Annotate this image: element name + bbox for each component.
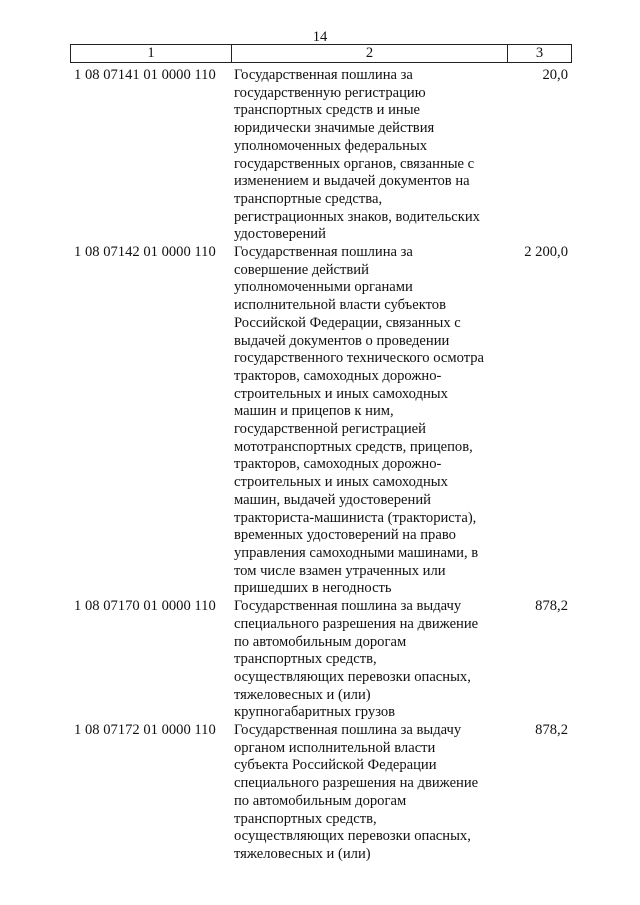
amount: 878,2: [535, 598, 568, 615]
description-line: том числе взамен утраченных или: [234, 562, 446, 579]
description-line: транспортных средств,: [234, 810, 377, 827]
description-line: государственной регистрацией: [234, 421, 426, 438]
description-line: мототранспортных средств, прицепов,: [234, 438, 473, 455]
description: [230, 244, 505, 598]
description-line: пришедших в негодность: [234, 580, 392, 597]
table-body: [70, 67, 572, 864]
description-line: крупногабаритных грузов: [234, 704, 396, 721]
description-line: по автомобильным дорогам: [234, 633, 407, 650]
description-line: удостоверений: [234, 226, 326, 243]
page-number: 14: [312, 29, 328, 45]
description-line: Государственная пошлина за: [234, 244, 413, 261]
description-line: Российской Федерации, связанных с: [234, 314, 461, 331]
description-line: тракторов, самоходных дорожно-: [234, 456, 442, 473]
description-line: государственных органов, связанные с: [234, 155, 475, 172]
description-line: государственную регистрацию: [234, 84, 426, 101]
description-line: тракторов, самоходных дорожно-: [234, 367, 442, 384]
description-line: субъекта Российской Федерации: [234, 757, 437, 774]
description-line: временных удостоверений на право: [234, 527, 456, 544]
budget-code: 1 08 07172 01 0000 110: [74, 722, 216, 739]
table-row: [70, 722, 572, 864]
amount: 20,0: [542, 67, 568, 83]
table-row: [70, 244, 572, 598]
header-col-3: 3: [535, 45, 544, 61]
description-line: исполнительной власти субъектов: [234, 297, 446, 314]
description-line: транспортные средства,: [234, 190, 383, 207]
description-line: машин, выдачей удостоверений: [234, 491, 431, 508]
description-line: уполномоченными органами: [234, 279, 413, 296]
description-line: регистрационных знаков, водительских: [234, 208, 480, 225]
budget-code: 1 08 07142 01 0000 110: [74, 244, 216, 261]
header-col-2: 2: [232, 45, 508, 62]
description-line: осуществляющих перевозки опасных,: [234, 668, 471, 685]
budget-code: 1 08 07141 01 0000 110: [74, 67, 216, 83]
description-line: специального разрешения на движение: [234, 775, 479, 792]
description-line: специального разрешения на движение: [234, 615, 479, 632]
description-line: Государственная пошлина за выдачу: [234, 598, 462, 615]
description: [230, 598, 505, 722]
description-line: по автомобильным дорогам: [234, 792, 407, 809]
description-line: тяжеловесных и (или): [234, 686, 371, 703]
description-line: тяжеловесных и (или): [234, 845, 371, 862]
description-line: транспортных средств,: [234, 651, 377, 668]
description-line: транспортных средств и иные: [234, 102, 421, 119]
table-row: [70, 598, 572, 722]
amount: 2 200,0: [524, 244, 568, 261]
description-line: осуществляющих перевозки опасных,: [234, 828, 471, 845]
description-line: совершение действий: [234, 261, 369, 278]
description-line: уполномоченных федеральных: [234, 137, 428, 154]
description-line: управления самоходными машинами, в: [234, 544, 479, 561]
description-line: государственного технического осмотра: [234, 350, 485, 367]
amount: 878,2: [535, 722, 568, 739]
description: [230, 67, 505, 244]
header-col-1: 1: [71, 45, 232, 62]
description-line: строительных и иных самоходных: [234, 474, 448, 491]
description-line: Государственная пошлина за выдачу: [234, 722, 462, 739]
description-line: выдачей документов о проведении: [234, 332, 450, 349]
description-line: строительных и иных самоходных: [234, 385, 448, 402]
description-line: Государственная пошлина за: [234, 67, 413, 83]
description-line: изменением и выдачей документов на: [234, 173, 470, 190]
description-line: машин и прицепов к ним,: [234, 403, 394, 420]
description-line: тракториста-машиниста (тракториста),: [234, 509, 477, 526]
table-header: [70, 44, 572, 63]
table-row: [70, 67, 572, 244]
description: [230, 722, 505, 864]
budget-code: 1 08 07170 01 0000 110: [74, 598, 216, 615]
description-line: юридически значимые действия: [234, 120, 435, 137]
description-line: органом исполнительной власти: [234, 739, 436, 756]
